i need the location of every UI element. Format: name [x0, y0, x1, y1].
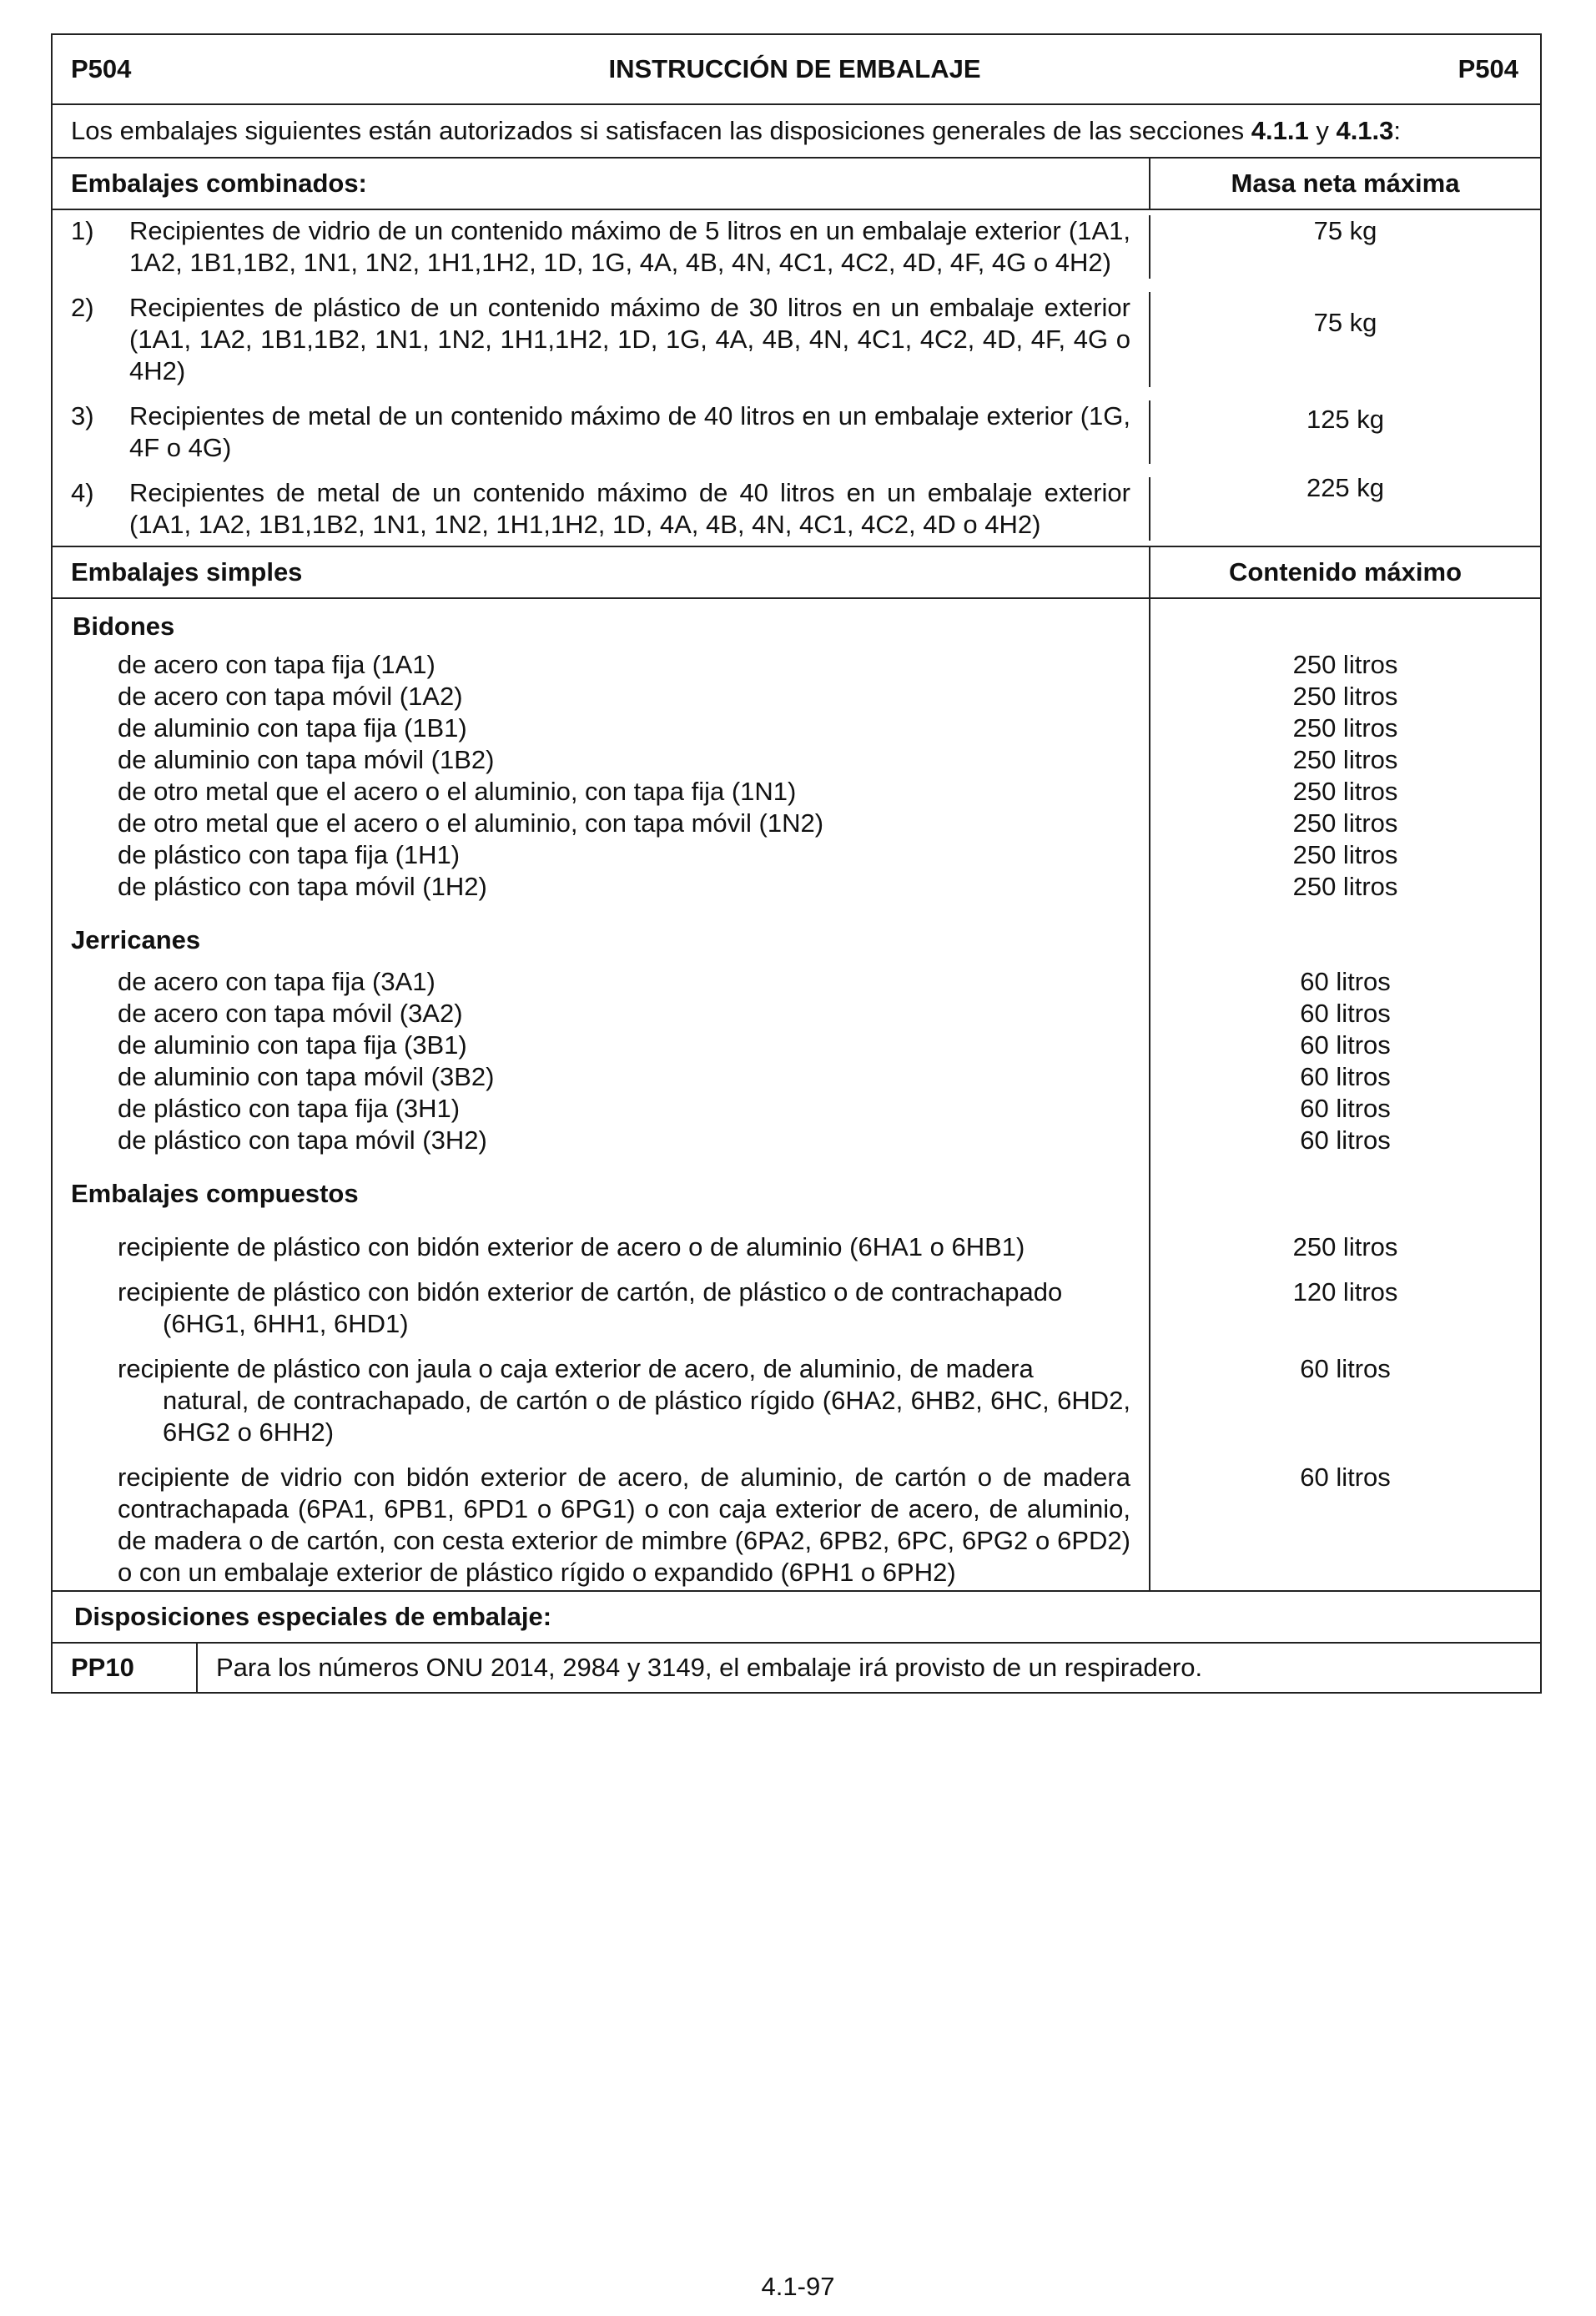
mass-value: 225 kg	[1306, 473, 1385, 502]
capacity-value: 60 litros	[1300, 1463, 1391, 1492]
capacity-value: 250 litros	[1292, 682, 1398, 711]
mass-value: 125 kg	[1306, 405, 1385, 434]
capacity-value: 250 litros	[1292, 808, 1398, 838]
combined-header-value: Masa neta máxima	[1231, 169, 1460, 198]
capacity-value: 250 litros	[1292, 1232, 1398, 1261]
list-item: 3) Recipientes de metal de un contenido máximo de 40 litros en un embalaje exterior (1G, 4F o 4G) 125 kg	[53, 387, 1540, 464]
list-item: de aluminio con tapa fija (3B1)	[118, 1030, 467, 1060]
capacity-value: 250 litros	[1292, 840, 1398, 869]
capacity-value: 60 litros	[1300, 967, 1391, 996]
capacity-value: 250 litros	[1292, 777, 1398, 806]
intro-text: Los embalajes siguientes están autorizados si satisfacen las disposiciones generales de las secciones 4.1.1 y 4.1.3:	[71, 116, 1402, 145]
capacity-value: 60 litros	[1300, 1094, 1391, 1123]
list-item: de plástico con tapa móvil (3H2)	[118, 1125, 487, 1155]
list-item: recipiente de vidrio con bidón exterior de acero, de aluminio, de cartón o de madera contrachapada (6PA1, 6PB1, 6PD1 o 6PG1) o con caja exterior de acero, de aluminio, de madera o de cartón, con cesta exterior de mimbre (6PA2, 6PB2, 6PC, 6PG2 o 6PD2) o con un embalaje exterior de plástico rígido o expandido (6PH1 o 6PH2)	[118, 1463, 1130, 1587]
mass-value: 75 kg	[1313, 216, 1377, 245]
intro-row	[53, 105, 1540, 159]
list-item: de acero con tapa móvil (3A2)	[118, 999, 463, 1028]
list-item: de plástico con tapa móvil (1H2)	[118, 872, 487, 901]
header-code-left: P504	[71, 54, 132, 83]
combined-header-row	[53, 159, 1540, 210]
provision-code: PP10	[53, 1644, 198, 1692]
list-item: de acero con tapa móvil (1A2)	[118, 682, 463, 711]
special-provisions-title: Disposiciones especiales de embalaje:	[74, 1602, 552, 1631]
capacity-value: 60 litros	[1300, 1030, 1391, 1060]
list-item: 4) Recipientes de metal de un contenido máximo de 40 litros en un embalaje exterior (1A1, 1A2, 1B1,1B2, 1N1, 1N2, 1H1,1H2, 1D, 4A, 4B, 4N, 4C1, 4C2, 4D o 4H2) 225 kg	[53, 464, 1540, 546]
list-item: 1) Recipientes de vidrio de un contenido máximo de 5 litros en un embalaje exterior (1A1, 1A2, 1B1,1B2, 1N1, 1N2, 1H1,1H2, 1D, 1G, 4A, 4B, 4N, 4C1, 4C2, 4D, 4F, 4G o 4H2) 75 kg	[53, 210, 1540, 279]
page-number: 4.1-97	[761, 2272, 835, 2301]
list-item: de plástico con tapa fija (3H1)	[118, 1094, 461, 1123]
list-item: de plástico con tapa fija (1H1)	[118, 840, 461, 869]
capacity-value: 120 litros	[1292, 1277, 1398, 1307]
capacity-value: 250 litros	[1292, 745, 1398, 774]
page-title: INSTRUCCIÓN DE EMBALAJE	[608, 54, 981, 83]
mass-value: 75 kg	[1313, 308, 1377, 337]
capacity-value: 60 litros	[1300, 1354, 1391, 1383]
capacity-value: 60 litros	[1300, 999, 1391, 1028]
list-item: de otro metal que el acero o el aluminio, con tapa móvil (1N2)	[118, 808, 824, 838]
list-item: de acero con tapa fija (1A1)	[118, 650, 436, 679]
capacity-value: 60 litros	[1300, 1062, 1391, 1091]
list-item: de aluminio con tapa móvil (1B2)	[118, 745, 495, 774]
list-item: de otro metal que el acero o el aluminio, con tapa fija (1N1)	[118, 777, 797, 806]
combined-items	[53, 210, 1540, 547]
capacity-value: 250 litros	[1292, 872, 1398, 901]
compuestos-title: Embalajes compuestos	[71, 1179, 359, 1208]
special-provision-row	[53, 1644, 1540, 1692]
packing-instruction-table	[51, 33, 1542, 1694]
list-item: recipiente de plástico con bidón exterior de cartón, de plástico o de contrachapado (6HG1, 6HH1, 6HD1)	[118, 1277, 1063, 1338]
list-item: 2) Recipientes de plástico de un contenido máximo de 30 litros en un embalaje exterior (1A1, 1A2, 1B1,1B2, 1N1, 1N2, 1H1,1H2, 1D, 1G, 4A, 4B, 4N, 4C1, 4C2, 4D, 4F, 4G o 4H2) 75 kg	[53, 279, 1540, 387]
combined-header-label: Embalajes combinados:	[53, 159, 1150, 209]
list-item: de acero con tapa fija (3A1)	[118, 967, 436, 996]
special-provisions-header	[53, 1592, 1540, 1644]
single-body	[53, 599, 1540, 1592]
provision-text: Para los números ONU 2014, 2984 y 3149, el embalaje irá provisto de un respiradero.	[216, 1653, 1203, 1682]
jerricanes-title: Jerricanes	[71, 925, 201, 954]
bidones-title: Bidones	[73, 612, 175, 641]
capacity-value: 250 litros	[1292, 650, 1398, 679]
single-header-row	[53, 547, 1540, 599]
list-item: de aluminio con tapa móvil (3B2)	[118, 1062, 495, 1091]
header-code-right: P504	[1458, 54, 1518, 83]
single-header-label: Embalajes simples	[53, 547, 1150, 597]
capacity-value: 60 litros	[1300, 1125, 1391, 1155]
list-item: recipiente de plástico con jaula o caja exterior de acero, de aluminio, de madera natural, de contrachapado, de cartón o de plástico rígido (6HA2, 6HB2, 6HC, 6HD2, 6HG2 o 6HH2)	[118, 1354, 1130, 1447]
list-item: recipiente de plástico con bidón exterior de acero o de aluminio (6HA1 o 6HB1)	[118, 1232, 1025, 1261]
capacity-value: 250 litros	[1292, 713, 1398, 743]
single-header-value: Contenido máximo	[1228, 557, 1462, 587]
list-item: de aluminio con tapa fija (1B1)	[118, 713, 467, 743]
title-row	[53, 35, 1540, 105]
